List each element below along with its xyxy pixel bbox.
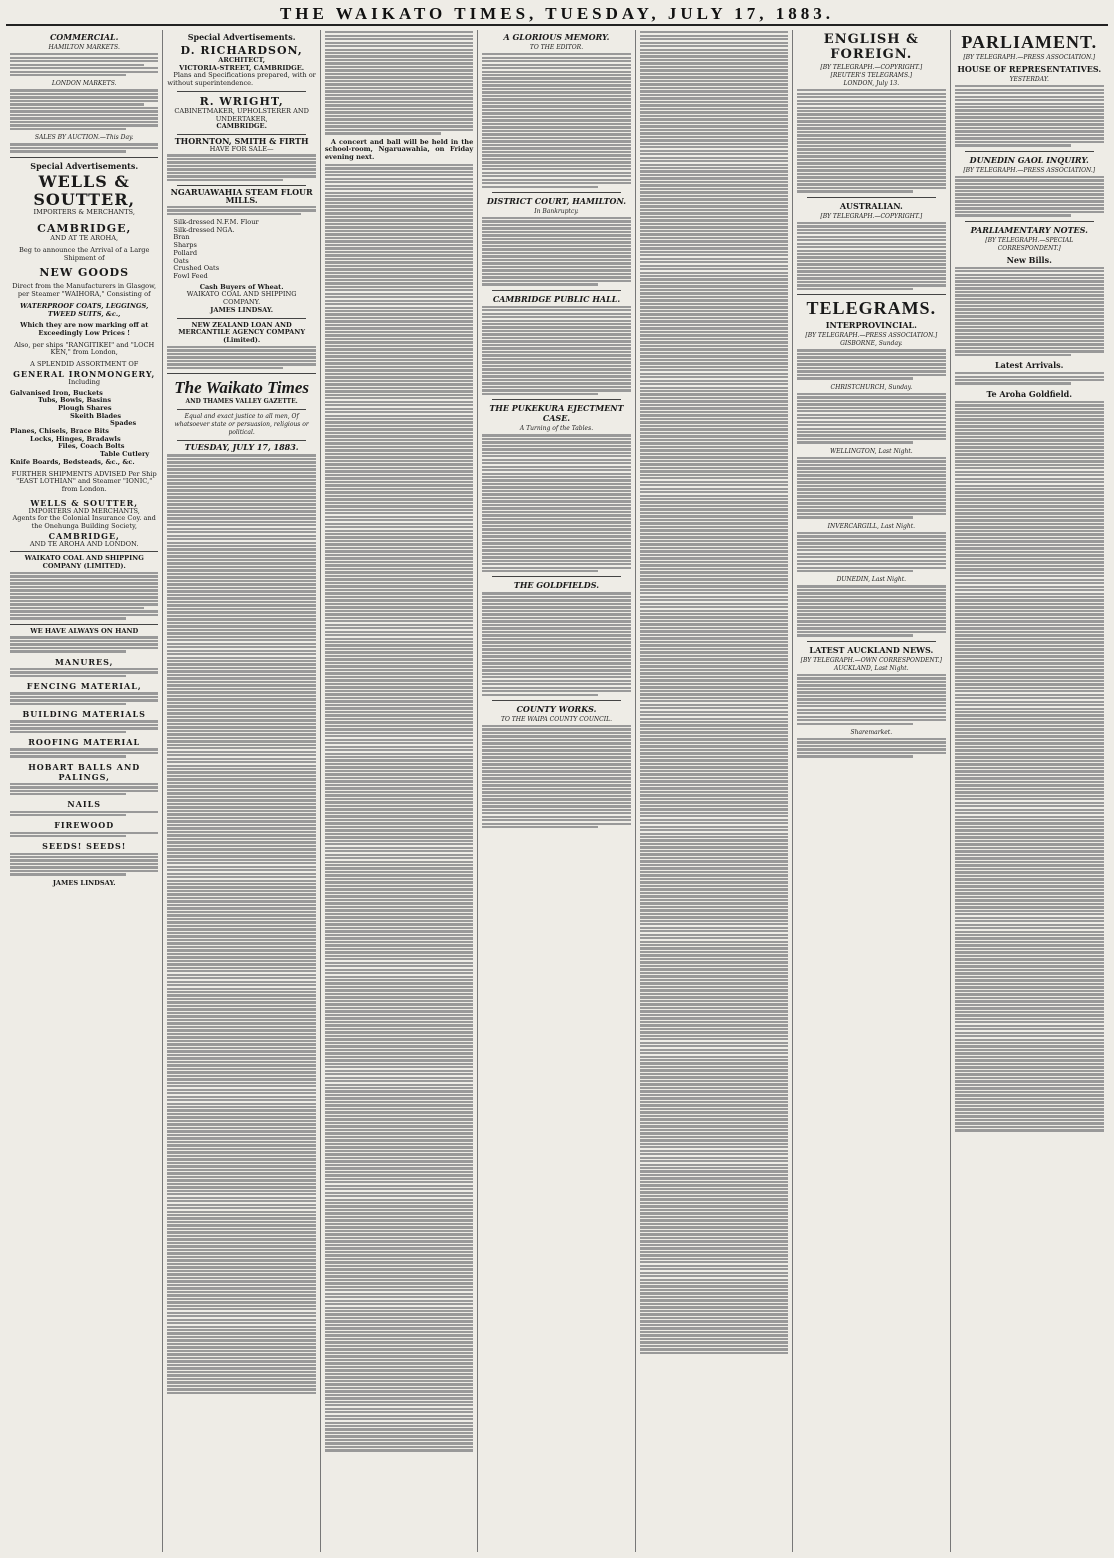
column-5 <box>636 30 793 1552</box>
latest-arrivals-heading: Latest Arrivals. <box>995 360 1064 371</box>
wright-role: CABINETMAKER, UPHOLSTERER AND UNDERTAKER, <box>174 106 309 123</box>
column-7 <box>951 30 1108 1552</box>
dunedin-dateline: DUNEDIN, Last Night. <box>836 576 907 584</box>
list-item: Bran <box>173 233 190 242</box>
parliament-sub: [BY TELEGRAPH.—PRESS ASSOCIATION.] <box>963 54 1096 61</box>
paper-motto: Equal and exact justice to all men, Of whatsoever state or persuasion, religious or political. <box>174 412 309 436</box>
nails-title: NAILS <box>67 799 102 810</box>
waikato-coal: WAIKATO COAL AND SHIPPING COMPANY. <box>186 290 297 307</box>
paper-subtitle: AND THAMES VALLEY GAZETTE. <box>185 398 298 405</box>
lindsay-signature: JAMES LINDSAY. <box>52 878 116 887</box>
low-prices-text: Which they are now marking off at Exceedingly Low Prices ! <box>20 321 149 337</box>
list-item: Silk-dressed N.F.M. Flour <box>173 218 259 227</box>
column-3 <box>321 30 478 1552</box>
christchurch-dateline: CHRISTCHURCH, Sunday. <box>830 383 913 391</box>
latest-auckland-sub: [BY TELEGRAPH.—OWN CORRESPONDENT.] <box>800 656 942 664</box>
wells-soutter-announce: Beg to announce the Arrival of a Large Shipment of <box>19 246 150 262</box>
sales-heading: SALES BY AUCTION.—This Day. <box>34 134 134 142</box>
ngaruawahia-list <box>167 219 315 281</box>
house-heading: HOUSE OF REPRESENTATIVES. <box>957 64 1102 74</box>
wright-title: R. WRIGHT, <box>199 94 284 108</box>
london-markets-heading: LONDON MARKETS. <box>51 80 117 88</box>
list-item: Oats <box>173 256 189 265</box>
australian-heading: AUSTRALIAN. <box>839 200 903 211</box>
list-item: Locks, Hinges, Bradawls <box>30 434 121 443</box>
te-aroha-heading: Te Aroha Goldfield. <box>986 388 1073 399</box>
sharemarket-heading: Sharemarket. <box>850 728 893 736</box>
wellington-dateline: WELLINGTON, Last Night. <box>829 447 913 455</box>
list-item: Plough Shares <box>58 403 112 412</box>
issue-date: TUESDAY, JULY 17, 1883. <box>184 441 299 452</box>
ironmongery-list <box>10 390 158 467</box>
column-2 <box>163 30 320 1552</box>
splendid-text: A SPLENDID ASSORTMENT OF <box>30 360 139 369</box>
pukekura-heading: THE PUKEKURA EJECTMENT CASE. <box>489 403 624 424</box>
lindsay-name: JAMES LINDSAY. <box>210 305 274 314</box>
hobart-title: HOBART BALLS AND PALINGS, <box>28 761 141 782</box>
column-4 <box>478 30 635 1552</box>
list-item: Spades <box>110 419 137 428</box>
wright-place: CAMBRIDGE. <box>216 122 267 131</box>
district-court-heading: DISTRICT COURT, HAMILTON. <box>486 195 627 206</box>
wells-soutter-place: CAMBRIDGE, <box>37 222 132 236</box>
special-ads-heading: Special Advertisements. <box>30 160 139 171</box>
column-6 <box>793 30 950 1552</box>
commercial-heading: COMMERCIAL. <box>49 32 119 42</box>
wells-soutter-place2: AND AT TE AROHA, <box>50 234 119 243</box>
ironmongery-title: GENERAL IRONMONGERY, <box>13 368 156 379</box>
thornton-sub: HAVE FOR SALE— <box>209 144 274 153</box>
continued-text <box>640 31 788 1354</box>
further-text: FURTHER SHIPMENTS ADVISED Per Ship "EAST LOTHIAN" and Steamer "IONIC," from London. <box>11 469 157 493</box>
richardson-text: Plans and Specifications prepared, with or without superintendence. <box>167 71 316 88</box>
yesterday-sub: YESTERDAY. <box>1009 76 1049 83</box>
gaol-inquiry-sub: [BY TELEGRAPH.—PRESS ASSOCIATION.] <box>963 166 1096 174</box>
new-goods-title: NEW GOODS <box>39 266 130 280</box>
ngaruawahia-title: NGARUAWAHIA STEAM FLOUR MILLS. <box>170 187 313 205</box>
list-item: Sharps <box>173 241 197 250</box>
new-bills-heading: New Bills. <box>1006 254 1052 265</box>
bankruptcy-sub: In Bankruptcy. <box>534 207 579 215</box>
waikato-steam-title: WAIKATO COAL AND SHIPPING COMPANY (LIMITED). <box>24 554 144 571</box>
list-item: Table Cutlery <box>100 450 150 459</box>
editorial-text <box>167 454 315 1394</box>
english-foreign-heading: ENGLISH & FOREIGN. <box>823 32 919 62</box>
london-dateline: LONDON, July 13. <box>843 80 900 87</box>
latest-auckland-heading: LATEST AUCKLAND NEWS. <box>809 644 934 655</box>
parliament-heading: PARLIAMENT. <box>961 32 1098 52</box>
waterproof-text: WATERPROOF COATS, LEGGINGS, TWEED SUITS, &c., <box>20 301 149 318</box>
auckland-dateline: AUCKLAND, Last Night. <box>834 664 909 672</box>
wells-soutter-2-title: WELLS & SOUTTER, <box>30 497 139 508</box>
roofing-title: ROOFING MATERIAL <box>28 737 141 748</box>
hamilton-markets-heading: HAMILTON MARKETS. <box>48 44 120 51</box>
parliamentary-notes-heading: PARLIAMENTARY NOTES. <box>970 224 1088 235</box>
county-works-sub: TO THE WAIPA COUNTY COUNCIL. <box>500 715 612 723</box>
list-item: Planes, Chisels, Brace Bits <box>10 427 109 436</box>
wells-soutter-2-agents: Agents for the Colonial Insurance Coy. and the Onehunga Building Society, <box>12 514 156 531</box>
list-item: Knife Boards, Bedsteads, &c., &c. <box>10 457 135 466</box>
special-ads-heading-2: Special Advertisements. <box>187 32 296 42</box>
list-item: Crushed Oats <box>173 264 220 273</box>
firewood-title: FIREWOOD <box>54 820 115 831</box>
english-foreign-sub: [BY TELEGRAPH.—COPYRIGHT.] <box>820 64 923 71</box>
london-markets-text <box>10 89 158 130</box>
cambridge-hall-heading: CAMBRIDGE PUBLIC HALL. <box>492 293 621 304</box>
invercargill-dateline: INVERCARGILL, Last Night. <box>827 522 916 530</box>
interprovincial-heading: INTERPROVINCIAL. <box>825 320 917 331</box>
county-works-heading: COUNTY WORKS. <box>516 703 597 714</box>
wells-soutter-title: WELLS & SOUTTER, <box>33 171 136 209</box>
richardson-title: D. RICHARDSON, <box>180 44 303 57</box>
harvest-title: WE HAVE ALWAYS ON HAND <box>30 626 139 635</box>
to-the-editor: TO THE EDITOR. <box>529 44 584 51</box>
wells-soutter-2-place2: AND TE AROHA AND LONDON. <box>29 539 139 548</box>
columns <box>6 30 1108 1552</box>
concert-paragraph: A concert and ball will be held in the school-room, Ngaruawahia, on Friday evening next. <box>324 137 474 161</box>
fencing-title: FENCING MATERIAL, <box>26 681 142 692</box>
column-1 <box>6 30 163 1552</box>
also-text: Also, per ships "RANGITIKEI" and "LOCH KEN," from London, <box>14 340 155 357</box>
goldfields-heading: THE GOLDFIELDS. <box>513 580 600 591</box>
list-item: Silk-dressed NGA. <box>173 225 235 234</box>
including-text: Including <box>68 377 101 386</box>
masthead: THE WAIKATO TIMES, TUESDAY, JULY 17, 1883. <box>6 4 1108 26</box>
parliamentary-notes-sub: [BY TELEGRAPH.—SPECIAL CORRESPONDENT.] <box>985 236 1074 252</box>
gaol-inquiry-heading: DUNEDIN GAOL INQUIRY. <box>969 154 1089 165</box>
building-title: BUILDING MATERIALS <box>22 709 146 720</box>
wells-soutter-2-place: CAMBRIDGE, <box>48 530 120 541</box>
nzloan-title: NEW ZEALAND LOAN AND MERCANTILE AGENCY COMPANY (Limited). <box>178 320 306 344</box>
gisborne-dateline: GISBORNE, Sunday. <box>840 340 903 348</box>
news-paragraphs <box>325 31 473 134</box>
list-item: Skeith Blades <box>70 411 122 420</box>
australian-sub: [BY TELEGRAPH.—COPYRIGHT.] <box>820 212 923 220</box>
list-item: Fowl Feed <box>173 271 208 280</box>
wells-soutter-2-sub: IMPORTERS AND MERCHANTS, <box>28 506 140 515</box>
manures-title: MANURES, <box>55 656 114 667</box>
turning-tables-sub: A Turning of the Tables. <box>519 425 594 433</box>
richardson-role: ARCHITECT, <box>218 56 266 64</box>
markets-text <box>10 53 158 76</box>
telegrams-heading: TELEGRAMS. <box>806 298 937 319</box>
direct-text: Direct from the Manufacturers in Glasgow, per Steamer "WAIHORA," Consisting of <box>12 282 157 299</box>
interprovincial-sub: [BY TELEGRAPH.—PRESS ASSOCIATION.] <box>805 332 938 340</box>
wells-soutter-sub: IMPORTERS & MERCHANTS, <box>33 207 135 216</box>
glorious-memory-heading: A GLORIOUS MEMORY. <box>503 32 610 42</box>
list-item: Tubs, Bowls, Basins <box>38 396 112 405</box>
richardson-addr: VICTORIA-STREET, CAMBRIDGE. <box>179 63 305 72</box>
cash-buyers: Cash Buyers of Wheat. <box>199 282 284 291</box>
seeds-title: SEEDS! SEEDS! <box>42 841 127 852</box>
reuters-sub: [REUTER'S TELEGRAMS.] <box>830 72 913 79</box>
paper-title: The Waikato Times <box>174 378 309 397</box>
thornton-title: THORNTON, SMITH & FIRTH <box>174 135 309 146</box>
list-item: Galvanised Iron, Buckets <box>10 388 103 397</box>
list-item: Pollard <box>173 248 198 257</box>
list-item: Files, Coach Bolts <box>58 442 125 451</box>
